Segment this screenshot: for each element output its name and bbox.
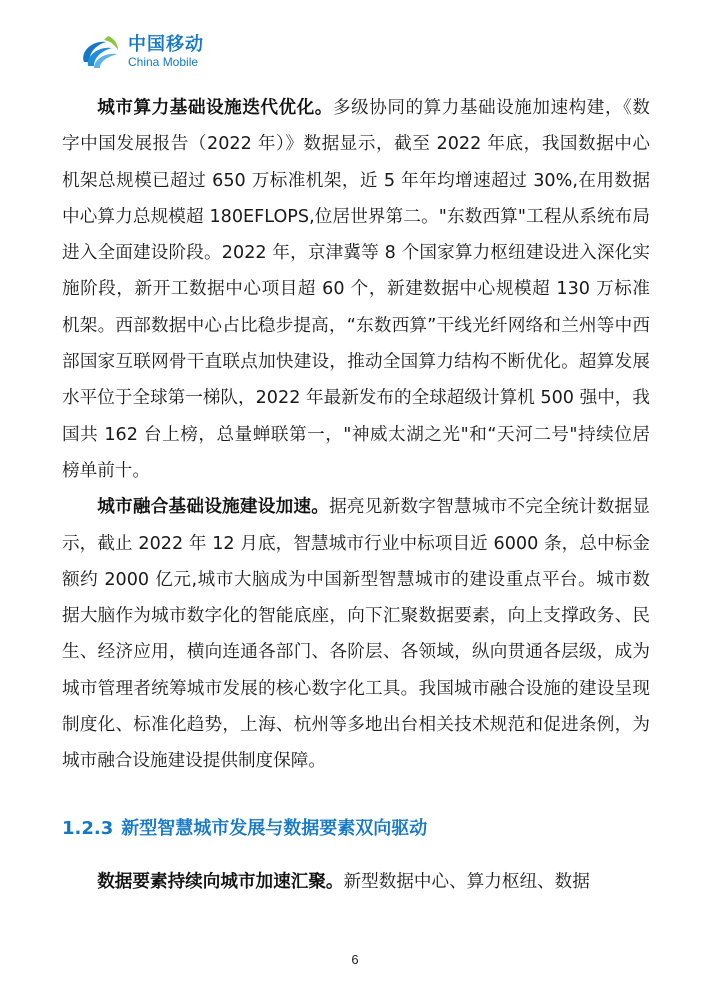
section-number: 1.2.3 (62, 818, 114, 839)
paragraph-computing-infrastructure (62, 90, 650, 489)
paragraph-lead: 城市融合基础设施建设加速。 (97, 497, 330, 518)
paragraph-lead: 数据要素持续向城市加速汇聚。 (97, 872, 344, 892)
section-heading (62, 814, 427, 844)
company-logo (78, 30, 204, 74)
paragraph-body: 多级协同的算力基础设施加速构建，《数字中国发展报告（2022 年）》数据显示，截至 2022 年底，我国数据中心机架总规模已超过 650 万标准机架，近 5 年年均增速超过 30%,在用数据中心算力总规模超 180EFLOPS,位居世界第二。"东数西算"工程从系统布局进入全面建设阶段。2022 年，京津冀等 8 个国家算力枢纽建设进入深化实施阶段，新开工数据中心项目超 60 个，新建数据中心规模超 130 万标准机架。西部数据中心占比稳步提高，“东数西算”干线光纤网络和兰州等中西部国家互联网骨干直联点加快建设，推动全国算力结构不断优化。超算发展水平位于全球第一梯队，2022 年最新发布的全球超级计算机 500 强中，我国共 162 台上榜，总量蝉联第一，"神威太湖之光"和“天河二号"持续位居榜单前十。 (62, 98, 650, 481)
paragraph-body: 新型数据中心、算力枢纽、数据 (343, 872, 590, 892)
paragraph-data-elements (62, 864, 650, 900)
main-content (62, 90, 650, 780)
page-number: 6 (351, 952, 359, 967)
last-paragraph-container (62, 864, 650, 900)
logo-chinese-name: 中国移动 (128, 34, 204, 55)
section-title: 新型智慧城市发展与数据要素双向驱动 (121, 818, 428, 839)
paragraph-body: 据亮见新数字智慧城市不完全统计数据显示，截止 2022 年 12 月底，智慧城市行业中标项目近 6000 条，总中标金额约 2000 亿元,城市大脑成为中国新型智慧城市的建设重点平台。城市数据大脑作为城市数字化的智能底座，向下汇聚数据要素，向上支撑政务、民生、经济应用，横向连通各部门、各阶层、各领域，纵向贯通各层级，成为城市管理者统筹城市发展的核心数字化工具。我国城市融合设施的建设呈现制度化、标准化趋势，上海、杭州等多地出台相关技术规范和促进条例，为城市融合设施建设提供制度保障。 (62, 497, 650, 772)
paragraph-fusion-infrastructure (62, 489, 650, 779)
china-mobile-logo-icon (78, 32, 122, 72)
logo-english-name: China Mobile (128, 55, 199, 69)
paragraph-lead: 城市算力基础设施迭代优化。 (97, 98, 333, 118)
